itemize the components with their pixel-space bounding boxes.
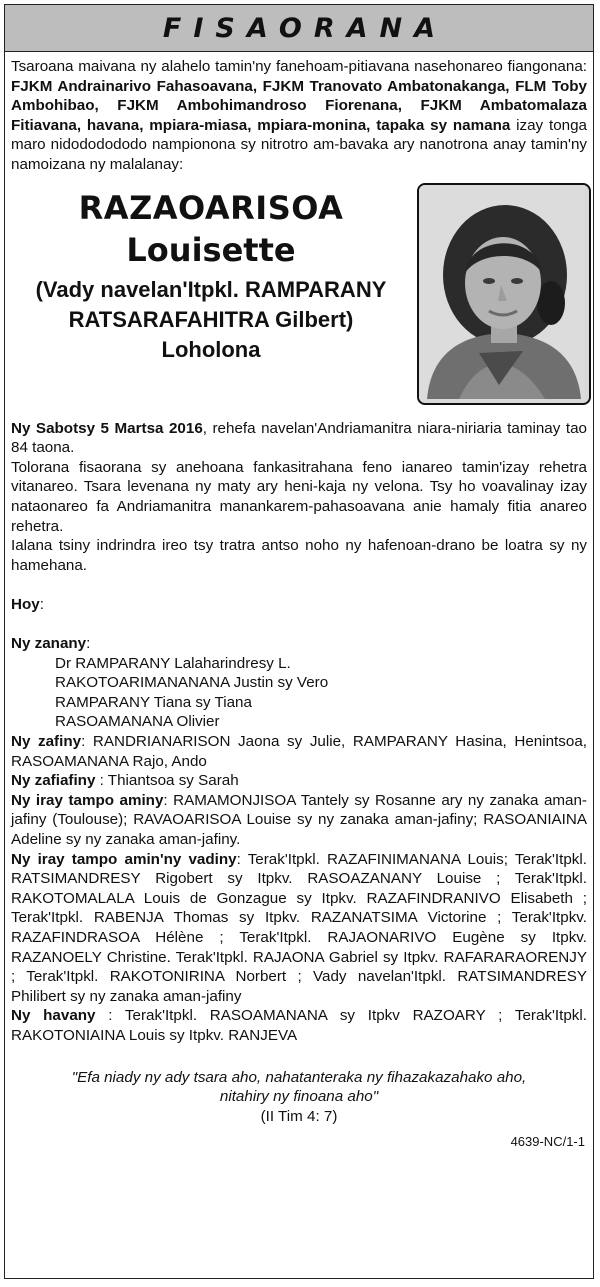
thanks-paragraph-1: Tolorana fisaorana sy anehoana fankasitrahana feno ianareo tamin'izay rehetra vitanareo. Tsara levenana ny maty ary heni-kaja ny velona. Tsy ho voavalinay izay nataonareo fa Andriamanitra manankarem-pahasoavana anie hamaly fitia anareo rehetra. [11,458,587,535]
great-grandchildren-paragraph [11,771,587,791]
portrait-photo-icon [419,185,585,399]
spouse-siblings-list: : Terak'Itpkl. RAZAFINIMANANA Louis; Terak'Itpkl. RATSIMANDRESY Rigobert sy Itpkv. RASOAZANANY Louise ; Terak'Itpkl. RAKOTOMALALA Louis de Gonzague sy Itpkv. RAZAFINDRANIVO Elisabeth ; Terak'Itpkl. RABENJA Thomas sy Itpkv. RAZANATSIMA Victorine ; Terak'Itpkv. RAZAFINDRASOA Hélène ; Terak'Itpkl. RAJAONARIVO Eugène sy Itpkv. RAZANOELY Christine. Terak'Itpkl. RAJAONA Gabriel sy Itpkv. RAFARARAORENJY ; Terak'Itpkl. RAKOTONIRINA Norbert ; Vady navelan'Itpkl. RATSIMANDRESY Philibert sy ny zanaka aman-jafiny [11,850,587,1005]
header-banner [5,5,593,52]
child-item: Dr RAMPARANY Lalaharindresy L. [55,654,291,672]
children-label: Ny zanany [11,635,87,653]
quote-line-2: nitahiry ny finoana aho" [219,1088,379,1106]
deceased-section [11,179,587,419]
death-text: , rehefa navelan'Andriamanitra niara-niriaria taminay tao 84 taona. [11,419,587,457]
relatives-paragraph [11,1006,587,1045]
announcement-code: 4639-NC/1-1 [510,1134,585,1150]
relatives-label: Ny havany [11,1007,96,1025]
children-colon: : [86,635,91,653]
spacer [11,575,587,595]
intro-paragraph [11,57,587,175]
announcement-body [11,57,587,1152]
announcement-frame [4,4,594,1279]
deceased-name-block [11,187,411,365]
siblings-paragraph [11,791,587,850]
child-item: RAMPARANY Tiana sy Tiana [55,693,252,711]
thanks-paragraph-2: Ialana tsiny indrindra ireo tsy tratra antso noho ny hafenoan-drano be loatra sy ny hamehana. [11,537,587,574]
spacer [11,615,587,635]
spouse-siblings-label: Ny iray tampo amin'ny vadiny [11,850,237,868]
intro-churches: FJKM Andrainarivo Fahasoavana, FJKM Tranovato Ambatonakanga, FLM Toby Ambohibao, FJKM Ambohimandroso Fiorenana, FJKM Ambatomalaza Fitiavana, havana, mpiara-miasa, mpiara-monina, tapaka sy namana [11,77,587,134]
spouse-siblings-paragraph [11,850,587,1007]
siblings-label: Ny iray tampo aminy [11,791,164,809]
siblings-list: : RAMAMONJISOA Tantely sy Rosanne ary ny zanaka aman-jafiny (Toulouse); RAVAOARISOA Louise sy ny zanaka aman-jafiny; RASOANIAINA Adeline sy ny zanaka aman-jafiny. [11,791,587,849]
child-item: RASOAMANANA Olivier [55,713,220,731]
deceased-surname: RAZAOARISOA [78,188,344,227]
quote-line-1: "Efa niady ny ady tsara aho, nahatanteraka ny fihazakazahako aho, [71,1068,527,1086]
portrait-photo [417,183,591,405]
grandchildren-paragraph [11,732,587,771]
spouse-line-1: (Vady navelan'Itpkl. RAMPARANY [35,276,387,302]
quote-reference: (II Tim 4: 7) [260,1107,338,1125]
death-date: Ny Sabotsy 5 Martsa 2016 [11,419,203,437]
intro-lead: Tsaroana maivana ny alahelo tamin'ny fanehoam-pitiavana nasehonareo fiangonana: [11,58,587,75]
banner-title: FISAORANA [162,12,448,44]
deceased-status: Loholona [161,336,261,362]
spouse-line-2: RATSARAFAHITRA Gilbert) [68,306,354,332]
children-heading [11,634,587,654]
hoy-colon: : [39,595,44,613]
great-grandchildren-label: Ny zafiafiny [11,772,96,790]
hoy-line [11,595,587,615]
grandchildren-label: Ny zafiny [11,733,82,751]
intro-tail: izay tonga maro nidododododo nampionona sy nitrotro am-bavaka ary nanotrona anay tamin'ny namoizana ny malalanay: [11,116,587,173]
grandchildren-list: : RANDRIANARISON Jaona sy Julie, RAMPARANY Hasina, Henintsoa, RASOAMANANA Rajo, Ando [11,733,587,770]
deceased-given-name: Louisette [126,230,296,269]
death-paragraph [11,419,587,458]
child-item: RAKOTOARIMANANANA Justin sy Vero [55,674,329,692]
bible-quote [11,1068,587,1107]
relatives-list: : Terak'Itpkl. RASOAMANANA sy Itpkv RAZOARY ; Terak'Itpkl. RAKOTONIAINA Louis sy Itpkv. RANJEVA [11,1007,587,1044]
great-grandchildren-list: : Thiantsoa sy Sarah [95,772,239,790]
hoy-label: Hoy [11,595,40,613]
